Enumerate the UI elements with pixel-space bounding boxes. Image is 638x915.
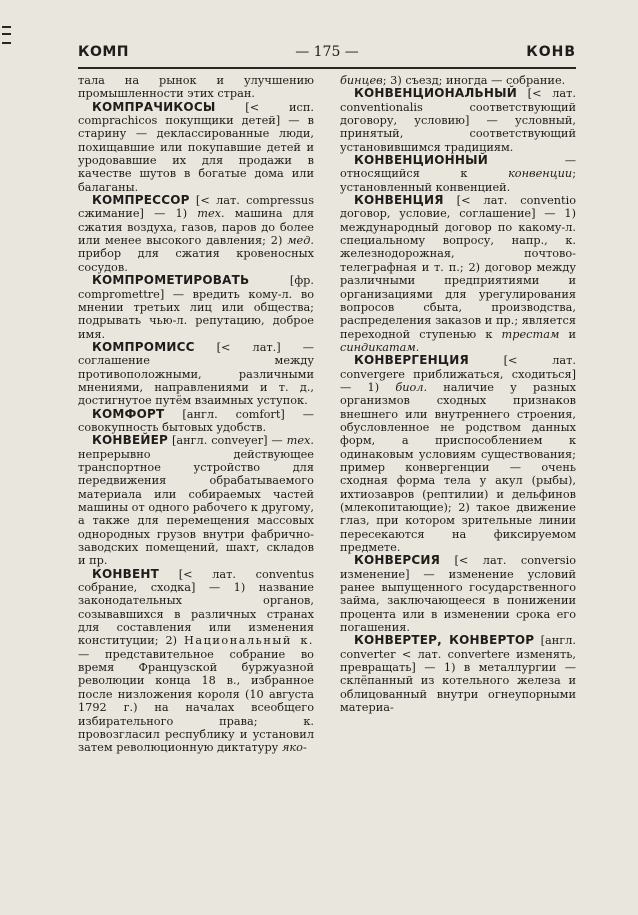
entry-definition: [англ. converter < лат. convertere изменять, превращать] — 1) в металлургии — склёпанный из котельного железа и облицованный внутри огнеупорными материа- [340,634,576,715]
entry-definition-part: и [559,327,576,341]
dictionary-entry [78,274,314,341]
entry-headword: КОНВЕНЦИЯ [354,193,444,208]
entry-definition-part: [< лат. convergere приближаться, сходиться] — 1) [340,354,576,394]
header-right-guide-word: КОНВ [526,44,576,60]
entry-headword: КОНВЕНЦИОННЫЙ [354,153,488,168]
entry-headword: КОМПРЕССОР [92,193,190,208]
entry-headword: КОМПРОМИСС [92,339,195,354]
entry-headword: КОМПРАЧИКОСЫ [92,99,216,114]
entry-definition-part: [< лат. compressus сжимание] — 1) [78,194,314,221]
header-left-guide-word: КОМП [78,44,129,60]
page-edge-mark [2,26,11,44]
dictionary-entry [78,74,314,101]
dictionary-entry [78,101,314,194]
dictionary-entry [340,194,576,354]
entry-definition-part: машина для сжатия воздуха, газов, паров до более или менее высокого давления; 2) [78,207,314,248]
entry-definition-part: [англ. conveyer] — [168,434,287,448]
dictionary-entry [78,434,314,567]
header-rule [78,67,576,69]
entry-definition-part: [< лат. conventio договор, условие, соглашение] — 1) международный договор по какому-л. специальному вопросу, напр., к. железнодорожная, почтово-телеграфная и т. п.; 2) договор между различными предприятиями и организациями для урегулирования вопросов сбыта, производства, распределения заказов и пр.; является переходной ступенью к [340,194,576,341]
entry-definition-part: — относящийся к [340,154,576,181]
dictionary-entry [78,568,314,755]
dictionary-entry [340,87,576,154]
entry-headword: КОНВЕРГЕНЦИЯ [354,353,469,368]
entry-italic-term: мед. [287,234,314,248]
dictionary-entry [340,554,576,634]
entry-definition-part: Национальный к. [184,634,314,648]
running-header [78,40,576,64]
entry-headword: КОНВЕРТЕР, КОНВЕРТОР [354,633,535,648]
entry-definition: тала на рынок и улучшению промышленности этих стран. [78,74,314,101]
left-column [78,74,314,755]
entry-definition-part: [< лат. conventus собрание, сходка] — 1) название законодательных органов, созывавшихся в различных странах для составления или изменения конституции; 2) [78,567,314,648]
entry-italic-term: тех. [286,434,314,448]
entry-italic-term: яко- [281,741,307,755]
dictionary-entry [340,634,576,714]
entry-headword: КОМПРОМЕТИРОВАТЬ [92,273,250,288]
entry-definition-part: ; установленный конвенцией. [340,167,576,194]
entry-headword: КОНВЕНЦИОНАЛЬНЫЙ [354,86,517,101]
page-number: — 175 — [295,44,359,60]
dictionary-entry [78,194,314,274]
entry-italic-term: трестам [501,327,560,341]
entry-definition-part: — представительное собрание во время Французской буржуазной революции конца 18 в., избранное после низложения короля (10 августа 1792 г.) на началах всеобщего избирательного права; к. провозгласил республику и установил затем революционную диктатуру [78,647,314,755]
entry-definition-part: ; 3) съезд; иногда — собрание. [382,74,566,87]
entry-definition-part: . [415,340,420,354]
dictionary-entry [78,408,314,435]
entry-italic-term: тех. [197,207,225,221]
entry-definition-part: непрерывно действующее транспортное устройство для передвижения обрабатываемого материала или собираемых частей машины от одного рабочего к другому, а также для перемещения массовых однородных грузов внутри фабрично-заводских помещений, шахт, складов и пр. [78,447,314,568]
entry-headword: КОНВЕРСИЯ [354,553,441,568]
entry-italic-term: биол. [395,380,428,394]
entry-definition: [< лат.] — соглашение между противоположными, различными мнениями, направлениями и т. д., достигнутое путём взаимных уступок. [78,340,314,408]
entry-italic-term: бинцев [340,74,383,87]
entry-definition: [< исп. comprachicos покупщики детей] — в старину — деклассированные люди, похищавшие или покупавшие детей и уродовавшие их для продажи в качестве шутов в богатые дома или балаганы. [78,100,314,194]
dictionary-entry [340,154,576,194]
entry-italic-term: конвенции [508,167,573,181]
right-column [340,74,576,715]
entry-definition: [фр. compromettre] — вредить кому-л. во мнении третьих лиц или общества; подрывать чью-л. репутацию, доброе имя. [78,274,314,341]
entry-definition: [< лат. conversio изменение] — изменение условий ранее выпущенного государственного займа, заключающееся в понижении процента или в изменении срока его погашения. [340,554,576,635]
entry-headword: КОНВЕНТ [92,566,160,581]
entry-definition: [< лат. conventionalis соответствующий договору, условию] — условный, принятый, соответствующий установившимся традициям. [340,87,576,154]
entry-definition-part: наличие у разных организмов сходных признаков внешнего или внутреннего строения, обусловленное не родством данных форм, а приспособлением к одинаковым условиям существования; пример конвергенции — очень сходная форма тела у акул (рыбы), ихтиозавров (рептилии) и дельфинов (млекопитающие); 2) такое движение глаз, при котором зрительные линии пересекаются на фиксируемом предмете. [340,380,577,555]
entry-headword: КОНВЕЙЕР [92,433,169,448]
dictionary-entry [78,341,314,408]
entry-italic-term: синдикатам [340,340,416,354]
entry-definition-part: прибор для сжатия кровеносных сосудов. [78,247,314,274]
entry-headword: КОМФОРТ [92,406,165,421]
entry-definition: [англ. comfort] — совокупность бытовых удобств. [78,407,314,434]
dictionary-entry [340,354,576,554]
